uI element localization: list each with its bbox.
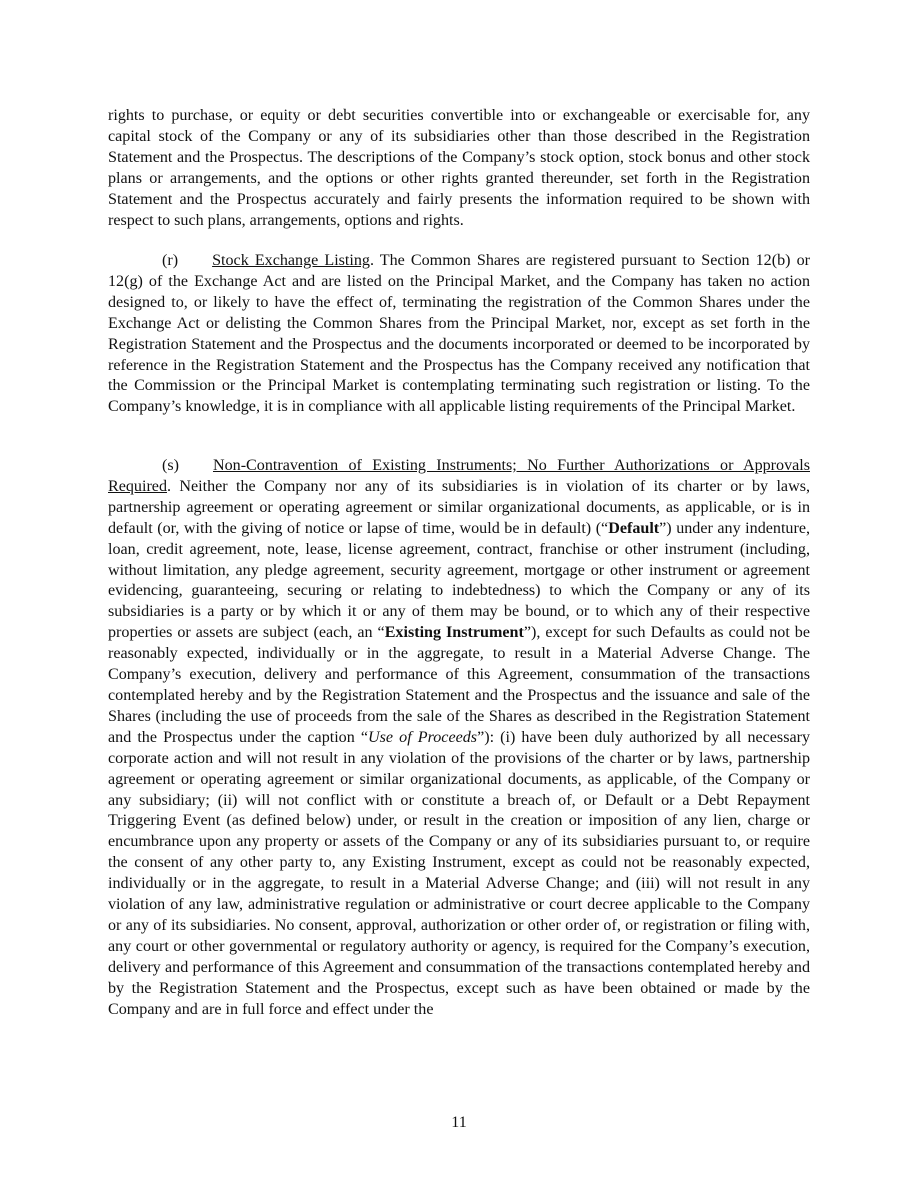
section-s-heading: Non-Contravention of Existing Instruments; No Further Authorizations or Approvals Required [108,457,810,495]
section-r-heading: Stock Exchange Listing [212,252,370,269]
section-r-label: (r) [162,252,179,269]
section-s-text-2: ”) under any indenture, loan, credit agreement, note, lease, license agreement, contract, franchise or other instrument (including, without limitation, any pledge agreement, security agreement, mortgage or other instrument or agreement evidencing, guaranteeing, securing or relating to indebtedness) to which the Company or any of its subsidiaries is a party or by which it or any of them may be bound, or to which any of their respective properties or assets are subject (each, an “ [108,519,810,642]
section-s-paragraph [108,456,810,1020]
section-r-text: . The Common Shares are registered pursuant to Section 12(b) or 12(g) of the Exchange Act and are listed on the Principal Market, and the Company has taken no action designed to, or likely to have the effect of, terminating the registration of the Common Shares under the Exchange Act or delisting the Common Shares from the Principal Market, nor, except as set forth in the Registration Statement and the Prospectus and the documents incorporated or deemed to be incorporated by reference in the Registration Statement and the Prospectus has the Company received any notification that the Commission or the Principal Market is contemplating terminating such registration or listing. To the Company’s knowledge, it is in compliance with all applicable listing requirements of the Principal Market. [108,252,810,416]
defined-term-default: Default [608,519,660,537]
section-s-label: (s) [162,457,179,474]
paragraph-continuation-text: rights to purchase, or equity or debt securities convertible into or exchangeable or exercisable for, any capital stock of the Company or any of its subsidiaries other than those described in the Registration Statement and the Prospectus. The descriptions of the Company’s stock option, stock bonus and other stock plans or arrangements, and the options or other rights granted thereunder, set forth in the Registration Statement and the Prospectus accurately and fairly presents the information required to be shown with respect to such plans, arrangements, options and rights. [108,107,810,229]
section-s-text-3: ”), except for such Defaults as could not be reasonably expected, individually or in the aggregate, to result in a Material Adverse Change. The Company’s execution, delivery and performance of this Agreement, consummation of the transactions contemplated hereby and by the Registration Statement and the Prospectus and the issuance and sale of the Shares (including the use of proceeds from the sale of the Shares as described in the Registration Statement and the Prospectus under the caption “ [108,624,810,746]
paragraph-continuation [108,106,810,231]
caption-use-of-proceeds: Use of Proceeds [368,728,478,746]
section-s-text-4: ”): (i) have been duly authorized by all necessary corporate action and will not result in any violation of the provisions of the charter or by laws, partnership agreement or operating agreement or similar organizational documents, as applicable, of the Company or any subsidiary; (ii) will not conflict with or constitute a breach of, or Default or a Debt Repayment Triggering Event (as defined below) under, or result in the creation or imposition of any lien, charge or encumbrance upon any property or assets of the Company or any of its subsidiaries pursuant to, or require the consent of any other party to, any Existing Instrument, except as could not be reasonably expected, individually or in the aggregate, to result in a Material Adverse Change; and (iii) will not result in any violation of any law, administrative regulation or administrative or court decree applicable to the Company or any of its subsidiaries. No consent, approval, authorization or other order of, or registration or filing with, any court or other governmental or regulatory authority or agency, is required for the Company’s execution, delivery and performance of this Agreement and consummation of the transactions contemplated hereby and by the Registration Statement and the Prospectus, except such as have been obtained or made by the Company and are in full force and effect under the [108,728,811,1018]
section-r-paragraph [108,251,810,418]
section-s-text-1: . Neither the Company nor any of its subsidiaries is in violation of its charter or by laws, partnership agreement or operating agreement or similar organizational documents, as applicable, or is in default (or, with the giving of notice or lapse of time, would be in default) (“ [108,477,810,537]
page-number: 11 [451,1114,467,1131]
defined-term-existing-instrument: Existing Instrument [384,624,524,642]
